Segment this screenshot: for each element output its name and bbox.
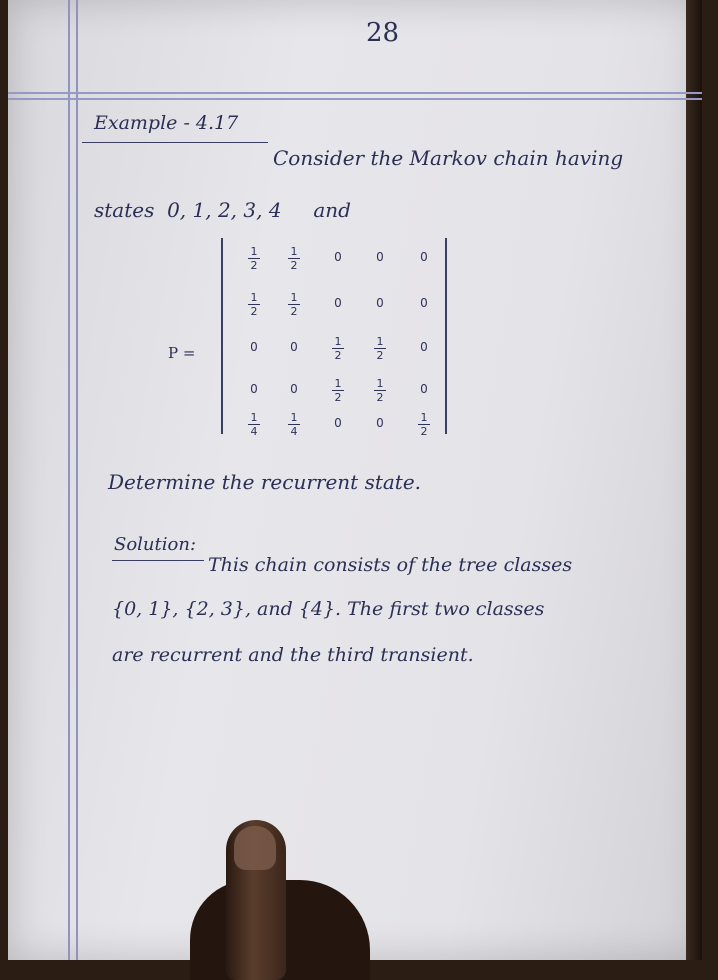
matrix-cell: 0 <box>376 296 384 310</box>
header-rule-bottom <box>8 98 702 100</box>
page-edge-shadow <box>686 0 702 960</box>
matrix-cell: $\frac{1}{4}$ <box>234 410 274 437</box>
matrix-cell: 0 <box>376 250 384 264</box>
matrix-cell: 0 <box>420 250 428 264</box>
question-text: Determine the recurrent state. <box>108 470 422 494</box>
matrix-cell: $\frac{1}{2}$ <box>360 376 400 403</box>
matrix-cell: $\frac{1}{2}$ <box>360 334 400 361</box>
thumbnail-nail <box>234 826 276 870</box>
matrix-cell: $\frac{1}{2}$ <box>404 410 444 437</box>
solution-heading: Solution: <box>114 534 197 555</box>
matrix-left-bracket <box>221 238 223 434</box>
matrix-cell: 0 <box>420 296 428 310</box>
header-rule-top <box>8 92 702 94</box>
matrix-cell: $\frac{1}{2}$ <box>274 244 314 271</box>
matrix-cell: $\frac{1}{4}$ <box>274 410 314 437</box>
matrix-cell: $\frac{1}{2}$ <box>318 334 358 361</box>
matrix-cell: 0 <box>420 382 428 396</box>
solution-line-2: {0, 1}, {2, 3}, and {4}. The first two classes <box>112 598 545 620</box>
margin-line-left <box>68 0 70 960</box>
matrix-cell: $\frac{1}{2}$ <box>234 244 274 271</box>
solution-line-3: are recurrent and the third transient. <box>112 644 474 666</box>
matrix-cell: 0 <box>376 416 384 430</box>
intro-line-1: Consider the Markov chain having <box>273 146 624 170</box>
matrix-cell: 0 <box>334 296 342 310</box>
matrix-cell: $\frac{1}{2}$ <box>234 290 274 317</box>
matrix-cell: 0 <box>290 382 298 396</box>
matrix-cell: $\frac{1}{2}$ <box>318 376 358 403</box>
example-title-underline <box>82 142 268 143</box>
matrix-cell: 0 <box>250 340 258 354</box>
matrix-right-bracket <box>445 238 447 434</box>
example-title: Example - 4.17 <box>94 112 239 134</box>
solution-line-1: This chain consists of the tree classes <box>208 554 573 576</box>
matrix-cell: $\frac{1}{2}$ <box>274 290 314 317</box>
page-number: 28 <box>366 18 400 48</box>
margin-line-right <box>76 0 78 960</box>
matrix-cell: 0 <box>290 340 298 354</box>
notebook-page <box>8 0 702 960</box>
matrix-cell: 0 <box>334 250 342 264</box>
matrix-cell: 0 <box>250 382 258 396</box>
solution-heading-underline <box>112 560 204 561</box>
matrix-cell: 0 <box>420 340 428 354</box>
matrix-label: P = <box>168 344 196 362</box>
intro-line-2: states 0, 1, 2, 3, 4 and <box>94 198 351 222</box>
matrix-cell: 0 <box>334 416 342 430</box>
